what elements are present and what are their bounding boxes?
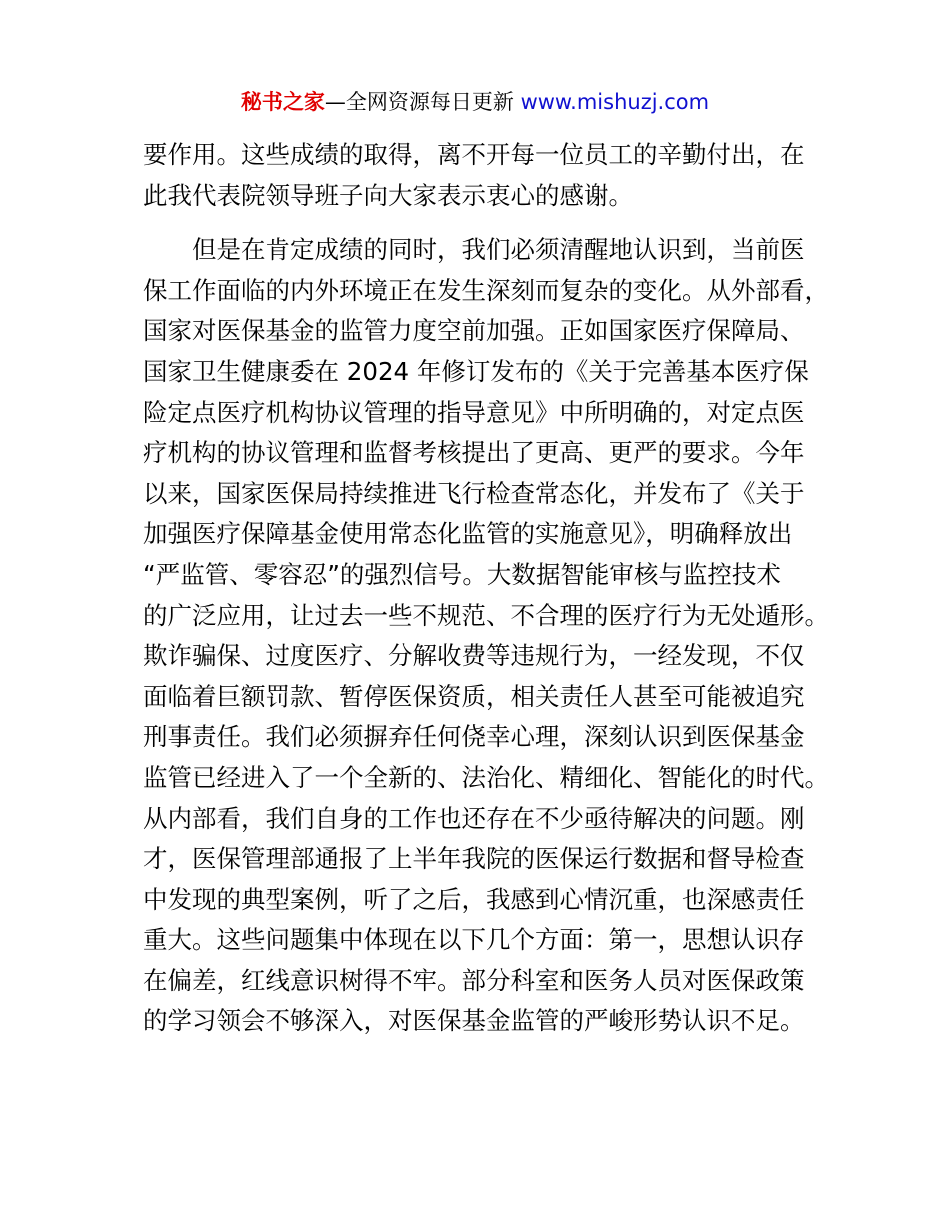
document-body [143, 135, 829, 1042]
text-line: 欺诈骗保、过度医疗、分解收费等违规行为，一经发现，不仅 [143, 641, 805, 671]
site-brand: 秘书之家 [240, 90, 325, 114]
text-line: 但是在肯定成绩的同时，我们必须清醒地认识到，当前医 [143, 235, 805, 265]
text-line: 中发现的典型案例，听了之后，我感到心情沉重，也深感责任 [143, 884, 805, 914]
text-line: 加强医疗保障基金使用常态化监管的实施意见》，明确释放出 [143, 519, 793, 549]
text-line: 的广泛应用，让过去一些不规范、不合理的医疗行为无处遁形。 [143, 600, 829, 630]
paragraph-2 [143, 230, 829, 1042]
paragraph-1 [143, 135, 823, 216]
text-line: “严监管、零容忍”的强烈信号。大数据智能审核与监控技术 [143, 559, 781, 589]
site-header [0, 86, 950, 118]
text-line: 险定点医疗机构协议管理的指导意见》中所明确的，对定点医 [143, 397, 805, 427]
text-line: 保工作面临的内外环境正在发生深刻而复杂的变化。从外部看， [143, 275, 829, 305]
site-url-link[interactable]: www.mishuzj.com [520, 90, 710, 114]
site-tagline: —全网资源每日更新 [324, 90, 514, 114]
text-line: 才，医保管理部通报了上半年我院的医保运行数据和督导检查 [143, 844, 805, 874]
text-line: 在偏差，红线意识树得不牢。部分科室和医务人员对医保政策 [143, 965, 805, 995]
paragraph-gap [143, 216, 823, 230]
text-line: 疗机构的协议管理和监督考核提出了更高、更严的要求。今年 [143, 438, 805, 468]
text-line: 要作用。这些成绩的取得，离不开每一位员工的辛勤付出，在 [143, 140, 805, 169]
text-line: 刑事责任。我们必须摒弃任何侥幸心理，深刻认识到医保基金 [143, 722, 805, 752]
text-line: 的学习领会不够深入，对医保基金监管的严峻形势认识不足。 [143, 1006, 805, 1036]
text-line: 从内部看，我们自身的工作也还存在不少亟待解决的问题。刚 [143, 803, 805, 833]
text-line: 国家对医保基金的监管力度空前加强。正如国家医疗保障局、 [143, 316, 805, 346]
text-line: 面临着巨额罚款、暂停医保资质，相关责任人甚至可能被追究 [143, 681, 805, 711]
text-line: 国家卫生健康委在 2024 年修订发布的《关于完善基本医疗保 [143, 356, 809, 386]
text-line: 此我代表院领导班子向大家表示衷心的感谢。 [143, 180, 633, 210]
text-line: 重大。这些问题集中体现在以下几个方面：第一，思想认识存 [143, 925, 805, 955]
text-line: 监管已经进入了一个全新的、法治化、精细化、智能化的时代。 [143, 762, 829, 792]
text-line: 以来，国家医保局持续推进飞行检查常态化，并发布了《关于 [143, 478, 805, 508]
